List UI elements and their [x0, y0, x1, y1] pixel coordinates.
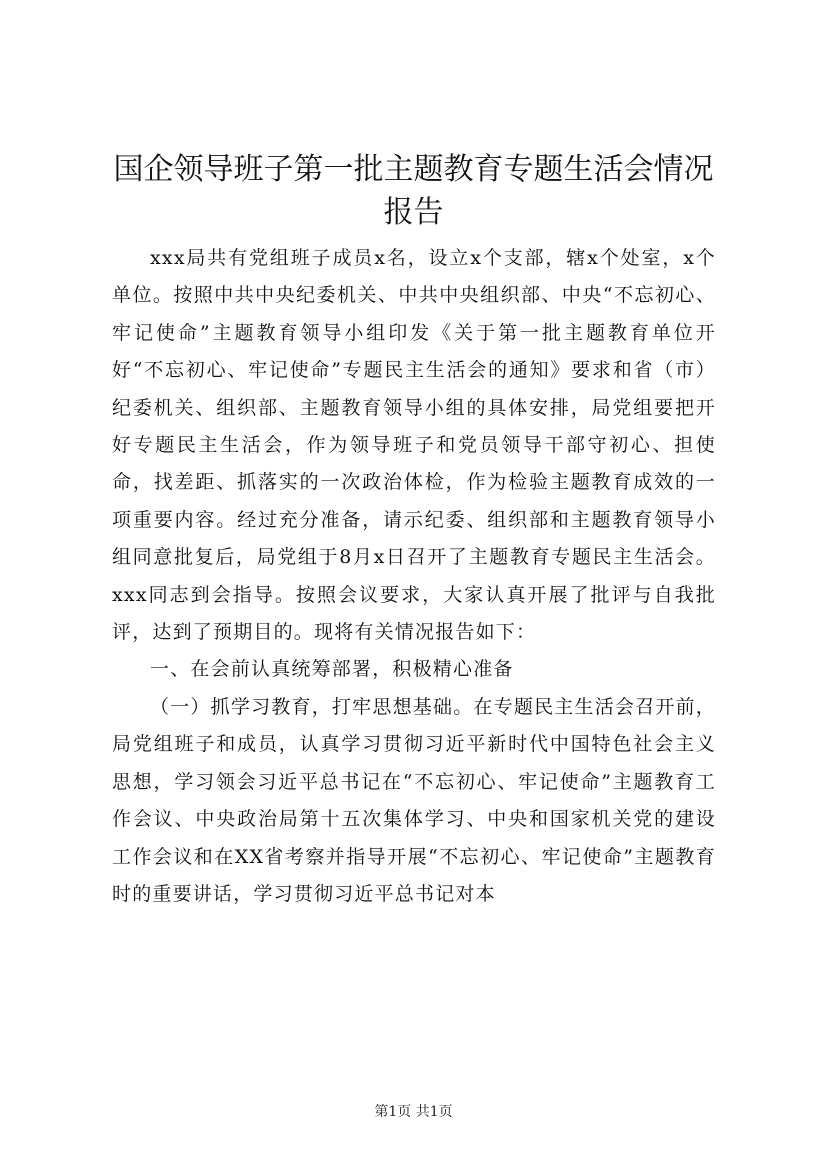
- document-body: [112, 240, 716, 913]
- intro-paragraph: xxx局共有党组班子成员x名，设立x个支部，辖x个处室，x个单位。按照中共中央纪委机关、中共中央组织部、中央“不忘初心、牢记使命”主题教育领导小组印发《关于第一批主题教育单位开好“不忘初心、牢记使命”专题民主生活会的通知》要求和省（市）纪委机关、组织部、主题教育领导小组的具体安排，局党组要把开好专题民主生活会，作为领导班子和党员领导干部守初心、担使命，找差距、抓落实的一次政治体检，作为检验主题教育成效的一项重要内容。经过充分准备，请示纪委、组织部和主题教育领导小组同意批复后，局党组于8月x日召开了主题教育专题民主生活会。xxx同志到会指导。按照会议要求，大家认真开展了批评与自我批评，达到了预期目的。现将有关情况报告如下：: [112, 247, 716, 644]
- document-title-line-1: 国企领导班子第一批主题教育专题生活会情况: [113, 152, 714, 187]
- page-footer: 第1页 共1页: [374, 1104, 453, 1120]
- document-title-line-2: 报告: [383, 195, 444, 230]
- subsection-paragraph-1: （一）抓学习教育，打牢思想基础。在专题民主生活会召开前，局党组班子和成员，认真学习贯彻习近平新时代中国特色社会主义思想，学习领会习近平总书记在“不忘初心、牢记使命”主题教育工作会议、中央政治局第十五次集体学习、中央和国家机关党的建设工作会议和在XX省考察并指导开展“不忘初心、牢记使命”主题教育时的重要讲话，学习贯彻习近平总书记对本: [112, 695, 716, 905]
- section-heading-1: 一、在会前认真统筹部署，积极精心准备: [150, 658, 514, 681]
